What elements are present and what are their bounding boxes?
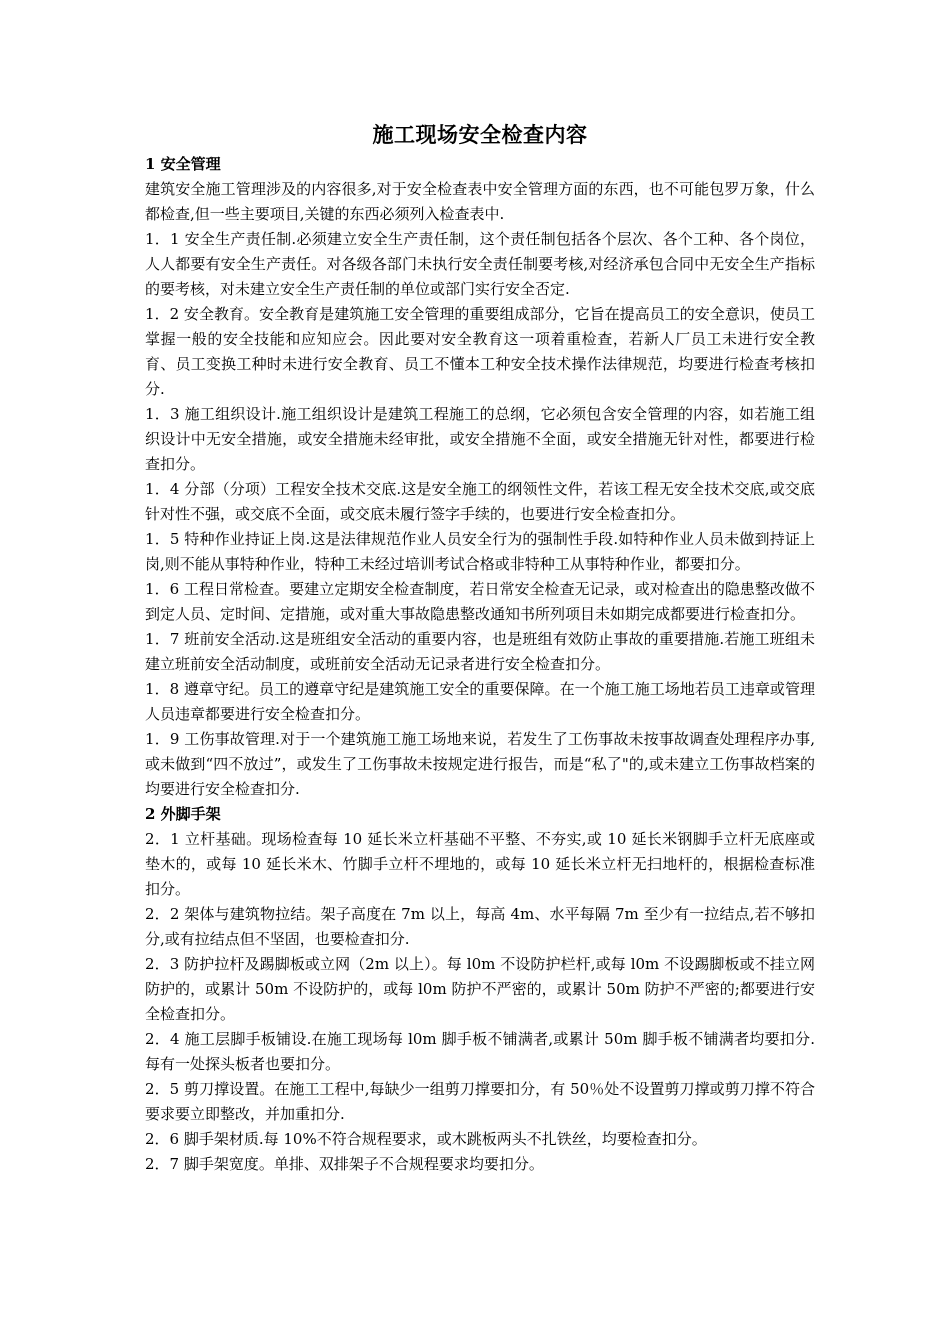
paragraph: 1．5 特种作业持证上岗.这是法律规范作业人员安全行为的强制性手段.如特种作业人员未做到持证上岗,则不能从事特种作业，特种工未经过培训考试合格或非特种工从事特种作业，都要扣分。 [145,530,815,573]
paragraph: 1．7 班前安全活动.这是班组安全活动的重要内容，也是班组有效防止事故的重要措施.若施工班组未建立班前安全活动制度，或班前安全活动无记录者进行安全检查扣分。 [145,630,815,673]
paragraph: 2．6 脚手架材质.每 10%不符合规程要求，或木跳板两头不扎铁丝，均要检查扣分。 [145,1130,707,1148]
document-page [145,120,815,1177]
paragraph: 2．1 立杆基础。现场检查每 10 延长米立杆基础不平整、不夯实,或 10 延长米钢脚手立杆无底座或垫木的，或每 10 延长米木、竹脚手立杆不埋地的，或每 10 延长米立杆无扫地杆的，根据检查标准扣分。 [145,830,815,898]
section-heading: 2 外脚手架 [145,805,221,823]
paragraph: 2．4 施工层脚手板铺设.在施工现场每 l0m 脚手板不铺满者,或累计 50m 脚手板不铺满者均要扣分.每有一处探头板者也要扣分。 [145,1030,815,1073]
paragraph: 1．3 施工组织设计.施工组织设计是建筑工程施工的总纲，它必须包含安全管理的内容，如若施工组织设计中无安全措施，或安全措施未经审批，或安全措施不全面，或安全措施无针对性，都要进行检查扣分。 [145,405,815,473]
paragraph: 2．3 防护拉杆及踢脚板或立网（2m 以上）。每 l0m 不设防护栏杆,或每 l0m 不设踢脚板或不挂立网防护的，或累计 50m 不设防护的，或每 l0m 防护不严密的，或累计 50m 防护不严密的;都要进行安全检查扣分。 [145,955,815,1023]
paragraph: 1．6 工程日常检查。要建立定期安全检查制度，若日常安全检查无记录，或对检查出的隐患整改做不到定人员、定时间、定措施，或对重大事故隐患整改通知书所列项目未如期完成都要进行检查扣分。 [145,580,815,623]
paragraph: 2．5 剪刀撑设置。在施工工程中,每缺少一组剪刀撑要扣分，有 50％处不设置剪刀撑或剪刀撑不符合要求要立即整改，并加重扣分. [145,1080,815,1123]
paragraph: 1．9 工伤事故管理.对于一个建筑施工施工场地来说，若发生了工伤事故未按事故调查处理程序办事,或未做到“四不放过”，或发生了工伤事故未按规定进行报告，而是“私了"的,或未建立工伤事故档案的均要进行安全检查扣分. [145,730,815,798]
paragraph: 2．7 脚手架宽度。单排、双排架子不合规程要求均要扣分。 [145,1155,544,1173]
paragraph: 2．2 架体与建筑物拉结。架子高度在 7m 以上，每高 4m、水平每隔 7m 至少有一拉结点,若不够扣分,或有拉结点但不坚固，也要检查扣分. [145,905,815,948]
section-safety-management [145,152,815,802]
paragraph: 1．1 安全生产责任制.必须建立安全生产责任制，这个责任制包括各个层次、各个工种、各个岗位，人人都要有安全生产责任。对各级各部门未执行安全责任制要考核,对经济承包合同中无安全生产指标的要考核，对未建立安全生产责任制的单位或部门实行安全否定. [145,230,815,298]
page-title: 施工现场安全检查内容 [372,122,588,147]
paragraph: 1．8 遵章守纪。员工的遵章守纪是建筑施工安全的重要保障。在一个施工施工场地若员工违章或管理人员违章都要进行安全检查扣分。 [145,680,815,723]
section-heading: 1 安全管理 [145,155,221,173]
section-external-scaffolding [145,802,815,1177]
paragraph: 建筑安全施工管理涉及的内容很多,对于安全检查表中安全管理方面的东西，也不可能包罗万象，什么都检查,但一些主要项目,关键的东西必须列入检查表中. [145,180,815,223]
paragraph: 1．2 安全教育。安全教育是建筑施工安全管理的重要组成部分，它旨在提高员工的安全意识，使员工掌握一般的安全技能和应知应会。因此要对安全教育这一项着重检查，若新人厂员工未进行安全教育、员工变换工种时未进行安全教育、员工不懂本工种安全技术操作法律规范，均要进行检查考核扣分. [145,305,815,398]
paragraph: 1．4 分部（分项）工程安全技术交底.这是安全施工的纲领性文件，若该工程无安全技术交底,或交底针对性不强，或交底不全面，或交底未履行签字手续的，也要进行安全检查扣分。 [145,480,815,523]
